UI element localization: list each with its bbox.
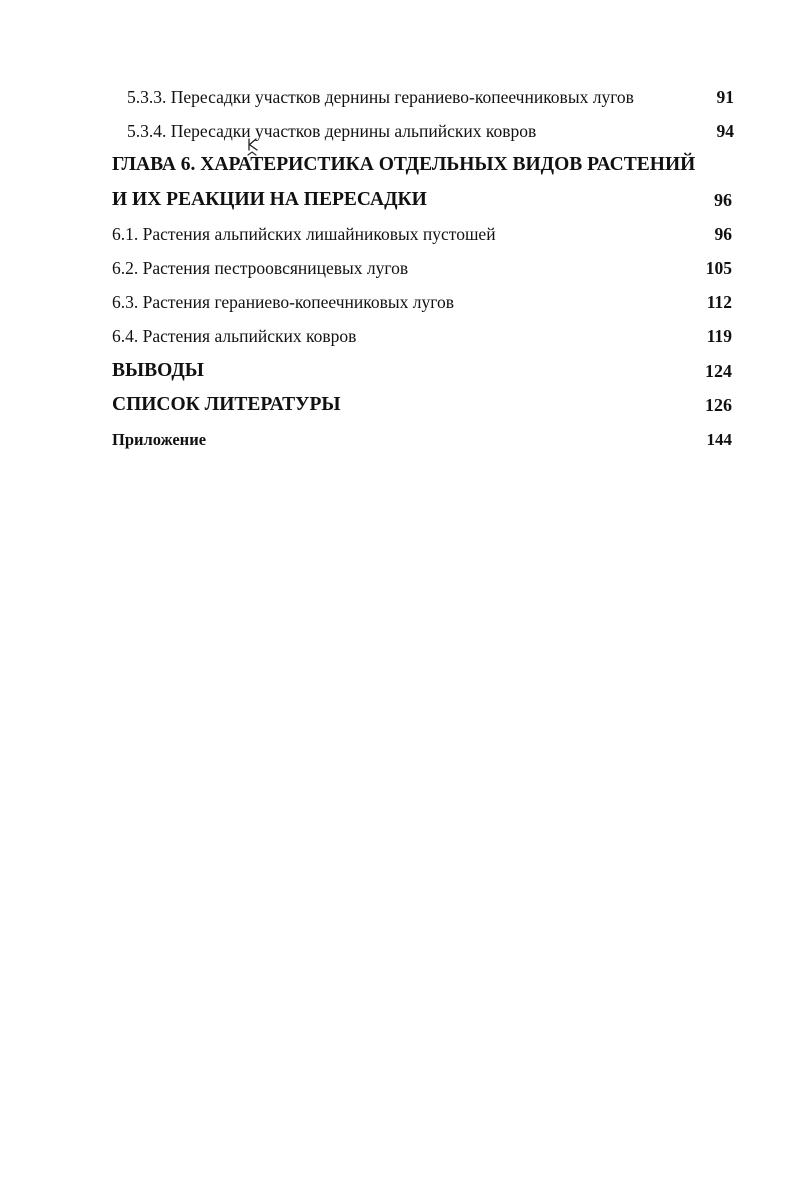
toc-entry-page: 119 xyxy=(706,326,732,346)
toc-entry-6-3 xyxy=(112,283,732,313)
toc-entry-page: 96 xyxy=(714,190,732,210)
toc-chapter-6-line-1 xyxy=(112,146,732,176)
toc-entry-title: 5.3.3. Пересадки участков дернины гераниево-копеечниковых лугов xyxy=(127,87,634,107)
toc-entry-title: 6.3. Растения гераниево-копеечниковых лугов xyxy=(112,292,455,312)
toc-entry-title: СПИСОК ЛИТЕРАТУРЫ xyxy=(112,394,341,415)
toc-entry-title: ГЛАВА 6. ХАРАТЕРИСТИКА ОТДЕЛЬНЫХ ВИДОВ РАСТЕНИЙ xyxy=(112,154,696,175)
table-of-contents xyxy=(0,0,793,460)
toc-appendix xyxy=(112,421,732,451)
toc-entry-title: 6.1. Растения альпийских лишайниковых пустошей xyxy=(112,224,496,244)
toc-entry-6-1 xyxy=(112,215,732,245)
toc-entry-6-2 xyxy=(112,249,732,279)
toc-entry-page: 144 xyxy=(706,430,732,449)
toc-entry-page: 105 xyxy=(705,258,732,278)
toc-entry-title: 6.4. Растения альпийских ковров xyxy=(112,326,357,346)
toc-entry-title: И ИХ РЕАКЦИИ НА ПЕРЕСАДКИ xyxy=(112,189,427,210)
toc-entry-title: 6.2. Растения пестроовсяницевых лугов xyxy=(112,258,409,278)
toc-entry-page: 91 xyxy=(716,87,734,107)
toc-conclusions xyxy=(112,352,732,382)
toc-entry-title: 5.3.4. Пересадки участков дернины альпийских ковров xyxy=(127,121,537,141)
toc-entry-page: 124 xyxy=(705,361,732,381)
toc-entry-title: Приложение xyxy=(112,430,207,449)
toc-entry-page: 126 xyxy=(705,395,732,415)
toc-entry-title: ВЫВОДЫ xyxy=(112,360,204,381)
toc-entry-5-3-4 xyxy=(127,112,734,142)
toc-entry-page: 112 xyxy=(706,292,732,312)
toc-entry-5-3-3 xyxy=(127,78,734,108)
toc-entry-page: 96 xyxy=(714,224,732,244)
toc-entry-page: 94 xyxy=(716,121,734,141)
toc-chapter-6-line-2 xyxy=(112,181,732,211)
toc-references xyxy=(112,386,732,416)
toc-entry-6-4 xyxy=(112,317,732,347)
